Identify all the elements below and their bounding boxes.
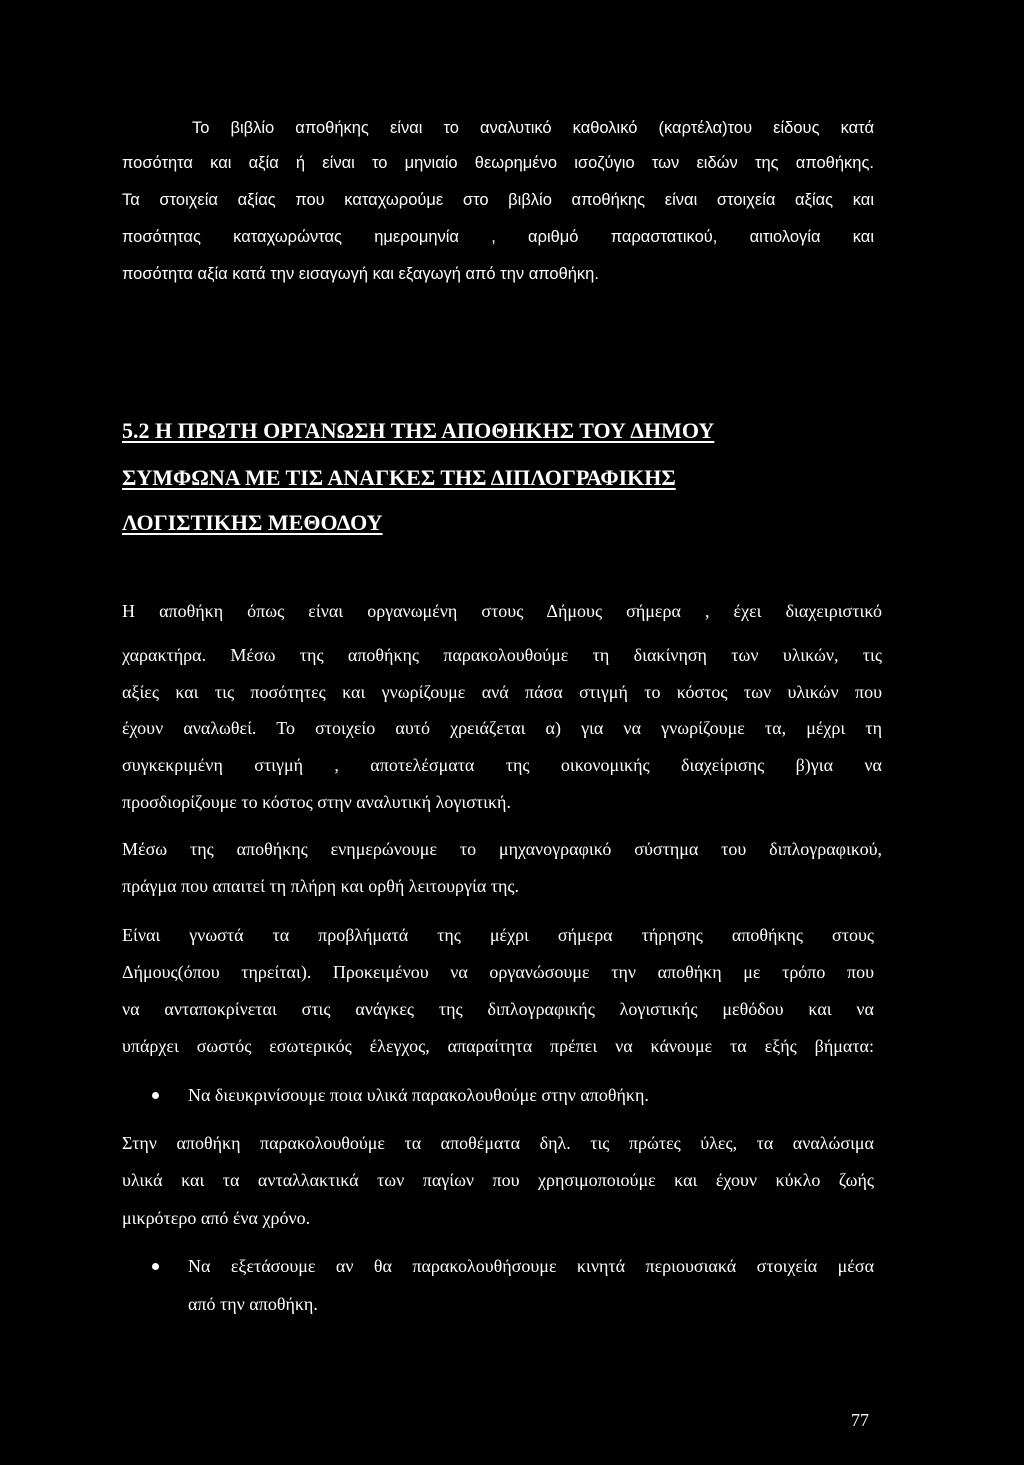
para1-line-1: Η αποθήκη όπως είναι οργανωμένη στους Δήμους σήμερα , έχει διαχειριστικό <box>122 601 882 621</box>
para1-line-5: συγκεκριμένη στιγμή , αποτελέσματα της οικονομικής διαχείρισης β)για να <box>122 755 882 775</box>
para1-line-6: προσδιορίζουμε το κόστος στην αναλυτική λογιστική. <box>122 792 511 812</box>
section-heading-line-3: ΛΟΓΙΣΤΙΚΗΣ ΜΕΘΟΔΟΥ <box>122 510 383 535</box>
intro-line-1: Το βιβλίο αποθήκης είναι το αναλυτικό καθολικό (καρτέλα)του είδους κατά <box>192 119 874 137</box>
bullet-item-1: Να διευκρινίσουμε ποια υλικά παρακολουθούμε στην αποθήκη. <box>188 1085 649 1105</box>
para4-line-2: υλικά και τα ανταλλακτικά των παγίων που χρησιμοποιούμε και έχουν κύκλο ζωής <box>122 1170 874 1190</box>
para3-line-3: να ανταποκρίνεται στις ανάγκες της διπλογραφικής λογιστικής μεθόδου και να <box>122 999 874 1019</box>
bullet-dot-1 <box>152 1092 159 1099</box>
section-heading-line-1: 5.2 Η ΠΡΩΤΗ ΟΡΓΑΝΩΣΗ ΤΗΣ ΑΠΟΘΗΚΗΣ ΤΟΥ ΔΗΜΟΥ <box>122 418 715 443</box>
para1-line-3: αξίες και τις ποσότητες και γνωρίζουμε ανά πάσα στιγμή το κόστος των υλικών που <box>122 682 882 702</box>
bullet-item-2-line-2: από την αποθήκη. <box>188 1294 318 1314</box>
para3-line-4: υπάρχει σωστός εσωτερικός έλεγχος, απαραίτητα πρέπει να κάνουμε τα εξής βήματα: <box>122 1036 874 1056</box>
para4-line-3: μικρότερο από ένα χρόνο. <box>122 1208 311 1228</box>
page-number: 77 <box>851 1410 869 1430</box>
intro-line-5: ποσότητα αξία κατά την εισαγωγή και εξαγωγή από την αποθήκη. <box>122 265 599 283</box>
intro-line-3: Τα στοιχεία αξίας που καταχωρούμε στο βιβλίο αποθήκης είναι στοιχεία αξίας και <box>122 191 874 209</box>
para3-line-2: Δήμους(όπου τηρείται). Προκειμένου να οργανώσουμε την αποθήκη με τρόπο που <box>122 962 874 982</box>
section-heading-line-2: ΣΥΜΦΩΝΑ ΜΕ ΤΙΣ ΑΝΑΓΚΕΣ ΤΗΣ ΔΙΠΛΟΓΡΑΦΙΚΗΣ <box>122 465 676 490</box>
para1-line-4: έχουν αναλωθεί. Το στοιχείο αυτό χρειάζεται α) για να γνωρίζουμε τα, μέχρι τη <box>122 718 882 738</box>
para1-line-2: χαρακτήρα. Μέσω της αποθήκης παρακολουθούμε τη διακίνηση των υλικών, τις <box>122 645 882 665</box>
para2-line-1: Μέσω της αποθήκης ενημερώνουμε το μηχανογραφικό σύστημα του διπλογραφικού, <box>122 839 882 859</box>
para2-line-2: πράγμα που απαιτεί τη πλήρη και ορθή λειτουργία της. <box>122 876 520 896</box>
para3-line-1: Είναι γνωστά τα προβλήματά της μέχρι σήμερα τήρησης αποθήκης στους <box>122 925 874 945</box>
bullet-item-2-line-1: Να εξετάσουμε αν θα παρακολουθήσουμε κινητά περιουσιακά στοιχεία μέσα <box>188 1256 874 1276</box>
para4-line-1: Στην αποθήκη παρακολουθούμε τα αποθέματα δηλ. τις πρώτες ύλες, τα αναλώσιμα <box>122 1133 874 1153</box>
intro-line-2: ποσότητα και αξία ή είναι το μηνιαίο θεωρημένο ισοζύγιο των ειδών της αποθήκης. <box>122 154 874 172</box>
intro-line-4: ποσότητας καταχωρώντας ημερομηνία , αριθμό παραστατικού, αιτιολογία και <box>122 228 874 246</box>
bullet-dot-2 <box>152 1263 159 1270</box>
